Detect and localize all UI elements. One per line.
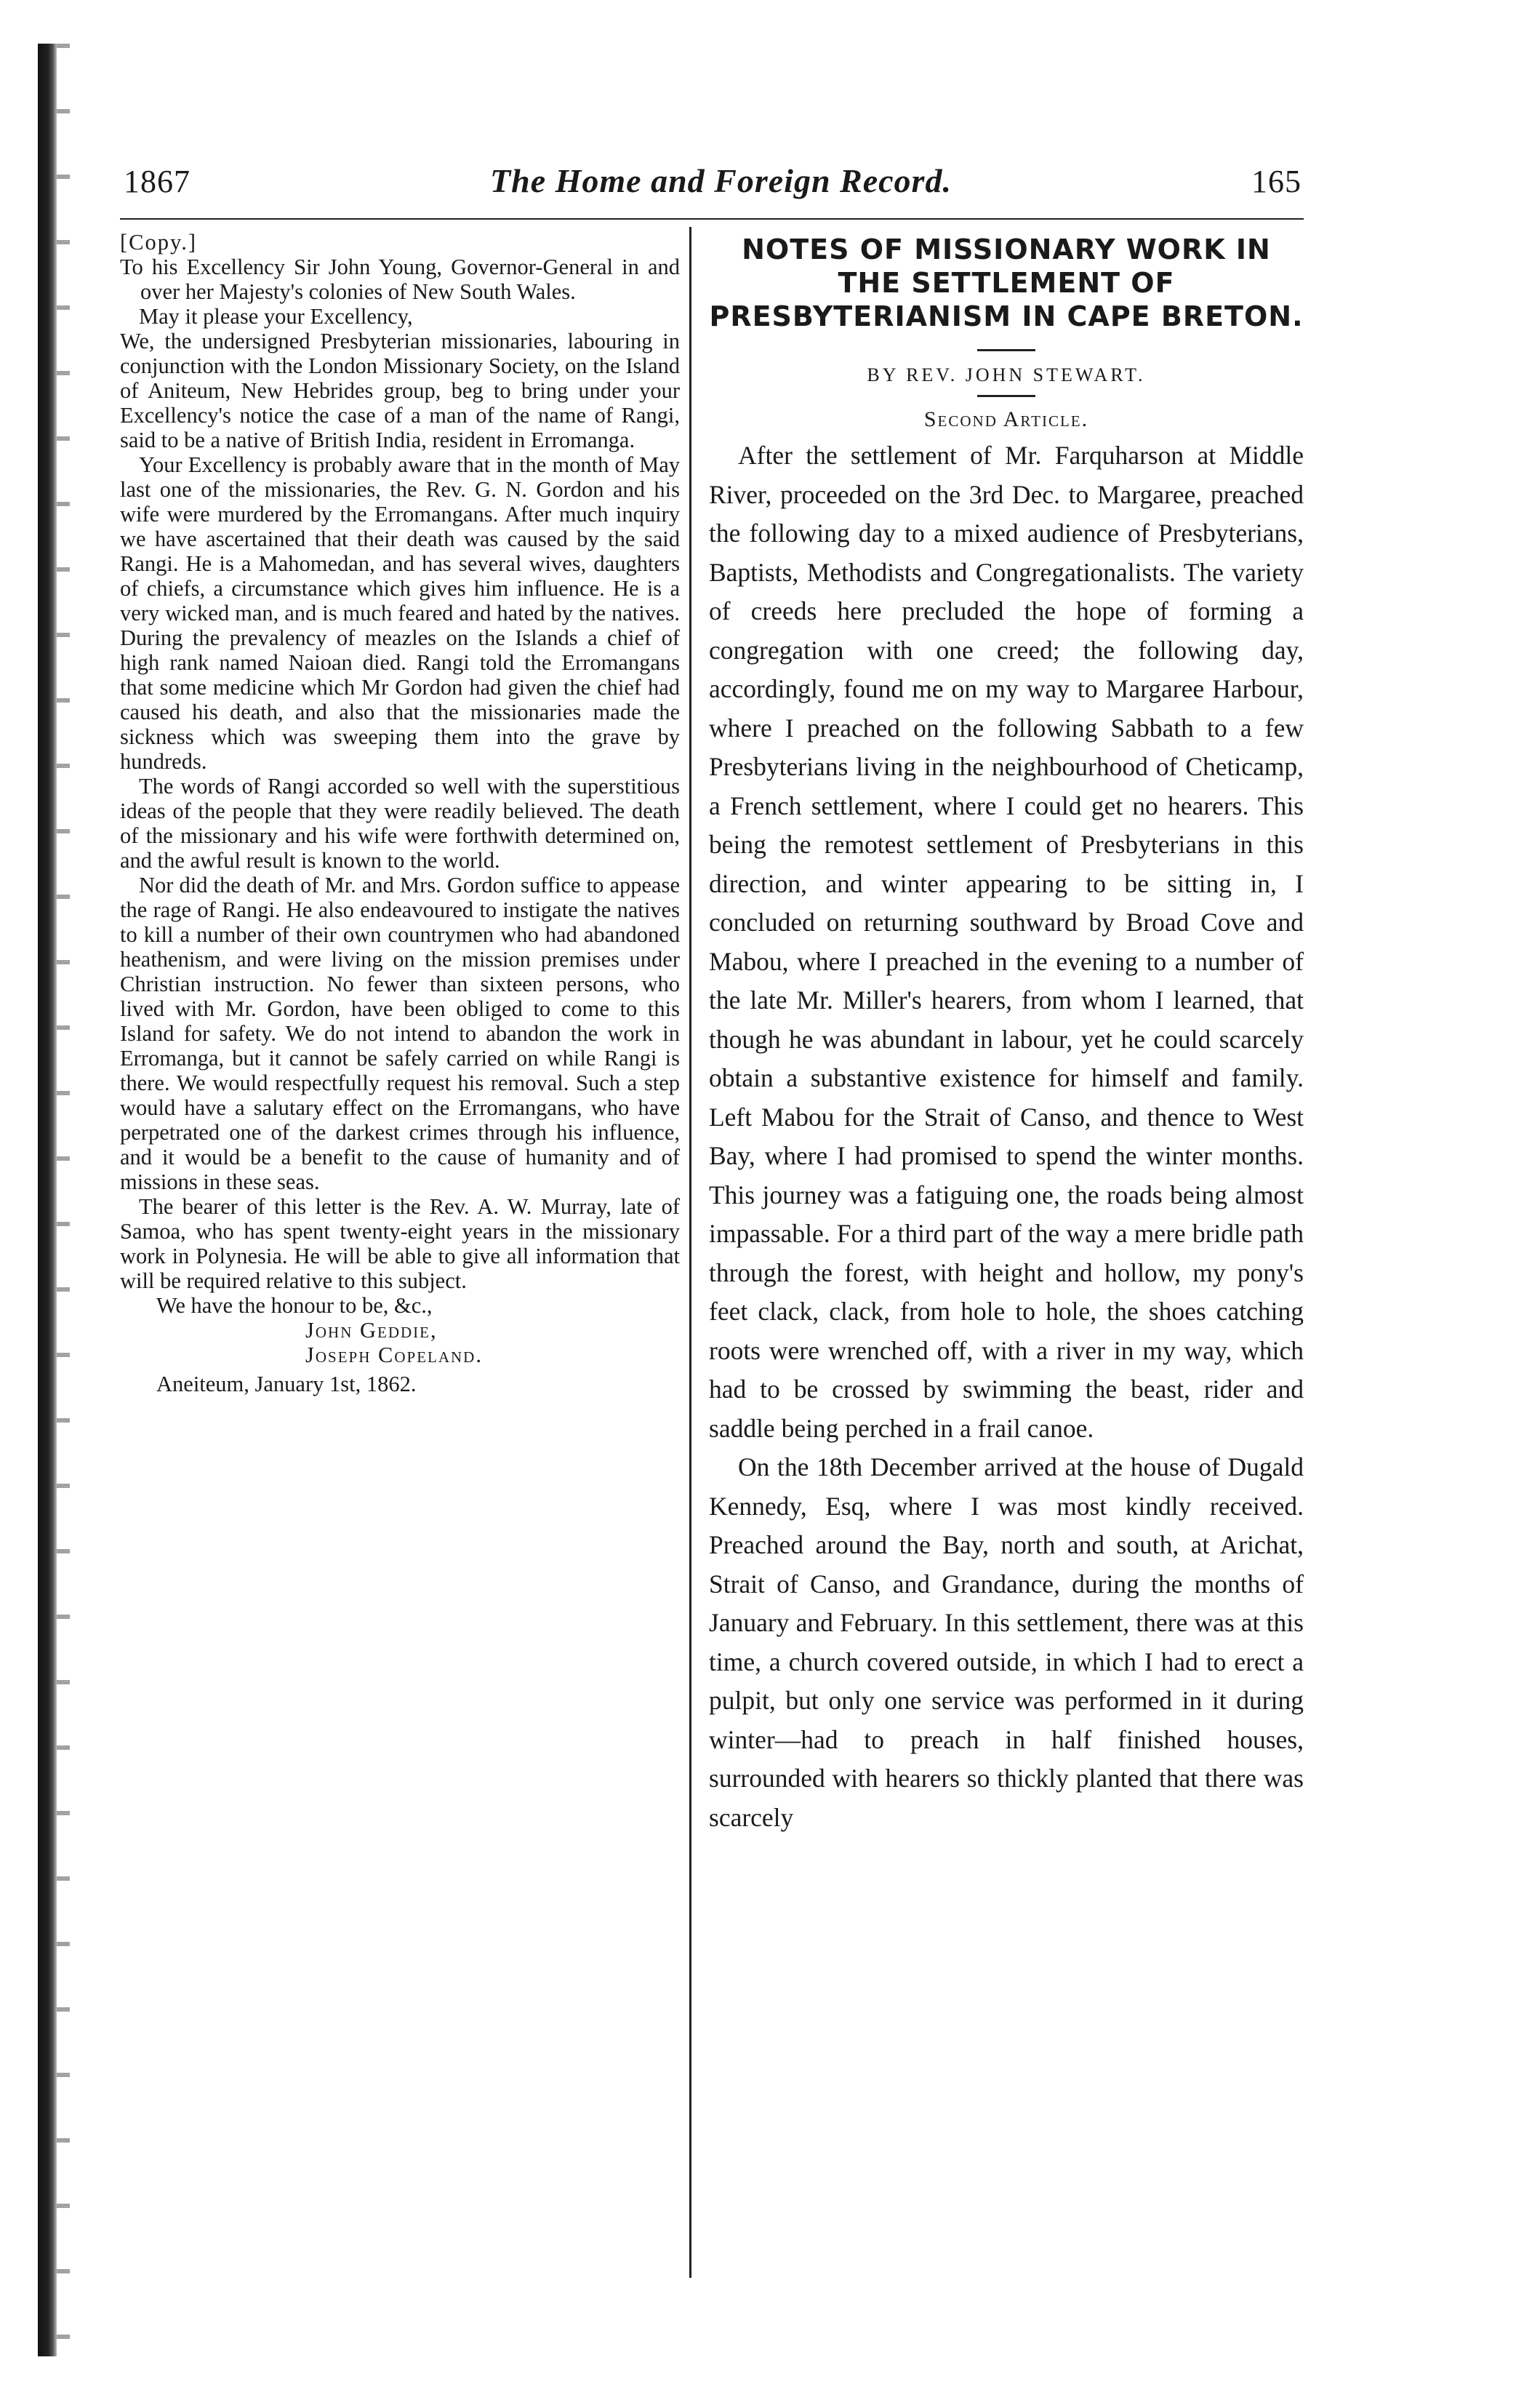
byline-rule [977, 395, 1035, 397]
article-byline: BY REV. JOHN STEWART. [867, 364, 1146, 385]
letter-paragraph: We, the undersigned Presbyterian missionaries, labouring in conjunction with the London Missionary Society, on the Island of Aniteum, New Hebrides group, beg to bring under your Excellency's notice the case of a man of the name of Rangi, said to be a native of British India, resident in Erromanga. [120, 329, 680, 452]
right-column [709, 230, 1304, 1837]
section-label: Second Article. [923, 407, 1089, 431]
journal-title: The Home and Foreign Record. [490, 162, 952, 199]
left-column [120, 230, 680, 1396]
copy-label: [Copy.] [120, 230, 198, 255]
letter-paragraph: The bearer of this letter is the Rev. A. W. Murray, late of Samoa, who has spent twenty-eight years in the missionary work in Polynesia. He will be able to give all information that will be required relative to this subject. [120, 1194, 680, 1293]
article-paragraph: On the 18th December arrived at the house of Dugald Kennedy, Esq, where I was most kindly received. Preached around the Bay, north and south, at Arichat, Strait of Canso, and Grandance, during the months of January and February. In this settlement, there was at this time, a church covered outside, in which I had to erect a pulpit, but only one service was performed in it during winter—had to preach in half finished houses, surrounded with hearers so thickly planted that there was scarcely [709, 1452, 1304, 1832]
letter-paragraph: Nor did the death of Mr. and Mrs. Gordon suffice to appease the rage of Rangi. He also endeavoured to instigate the natives to kill a number of their own countrymen who had abandoned heathenism, and were living on the mission premises under Christian instruction. No fewer than sixteen persons, who lived with Mr. Gordon, have been obliged to come to this Island for safety. We do not intend to abandon the work in Erromanga, but it cannot be safely carried on while Rangi is there. We would respectfully request his removal. Such a step would have a salutary effect on the Erromangans, who have perpetrated one of the darkest crimes through his influence, and it would be a benefit to the cause of humanity and of missions in these seas. [120, 873, 680, 1194]
header-year: 1867 [124, 164, 190, 199]
article-paragraph: After the settlement of Mr. Farquharson at Middle River, proceeded on the 3rd Dec. to Margaree, preached the following day to a mixed audience of Presbyterians, Baptists, Methodists and Congregationalists. The variety of creeds here precluded the hope of forming a congregation with one creed; the following day, accordingly, found me on my way to Margaree Harbour, where I preached on the following Sabbath to a few Presbyterians living in the neighbourhood of Cheticamp, a French settlement, where I could get no hearers. This being the remotest settlement of Presbyterians in this direction, and winter appearing to be sitting in, I concluded on returning southward by Broad Cove and Mabou, where I preached in the evening to a number of the late Mr. Miller's hearers, from whom I learned, that though he was abundant in labour, yet he could scarcely obtain a substantive existence for himself and family. Left Mabou for the Strait of Canso, and thence to West Bay, where I had promised to spend the winter months. This journey was a fatiguing one, the roads being almost impassable. For a third part of the way a mere bridle path through the forest, with height and hollow, my pony's feet clack, clack, from hole to hole, the shoes catching roots were wrenched off, with a river in my way, which had to be crossed by swimming the beast, rider and saddle being perched in a frail canoe. [709, 441, 1304, 1443]
letter-paragraph: Your Excellency is probably aware that in the month of May last one of the missionaries, the Rev. G. N. Gordon and his wife were murdered by the Erromangans. After much inquiry we have ascertained that their death was caused by the said Rangi. He is a Mahomedan, and has several wives, daughters of chiefs, a circumstance which gives him influence. He is a very wicked man, and is much feared and hated by the natives. During the prevalency of meazles on the Islands a chief of high rank named Naioan died. Rangi told the Erromangans that some medicine which Mr Gordon had given the chief had caused his death, and also that the missionaries made the sickness which was sweeping them into the grave by hundreds. [120, 452, 680, 774]
book-spine-shadow [38, 44, 57, 2356]
signatory: Joseph Copeland. [305, 1343, 483, 1367]
letter-dateline: Aneiteum, January 1st, 1862. [156, 1372, 417, 1396]
header-rule [120, 218, 1304, 220]
letter-address: To his Excellency Sir John Young, Governor-General in and over her Majesty's colonies of New South Wales. [120, 255, 680, 304]
title-rule [977, 349, 1035, 351]
column-divider [689, 227, 691, 2278]
page-number: 165 [1251, 164, 1302, 199]
letter-salutation: May it please your Excellency, [139, 304, 413, 329]
letter-paragraph: The words of Rangi accorded so well with the superstitious ideas of the people that they were readily believed. The death of the missionary and his wife were forthwith determined on, and the awful result is known to the world. [120, 774, 680, 873]
page-header [124, 161, 1302, 212]
signatory: John Geddie, [305, 1318, 438, 1343]
article-title: NOTES OF MISSIONARY WORK IN THE SETTLEMENT OF PRESBYTERIANISM IN CAPE BRETON. [709, 233, 1304, 332]
letter-closing: We have the honour to be, &c., [156, 1293, 433, 1318]
